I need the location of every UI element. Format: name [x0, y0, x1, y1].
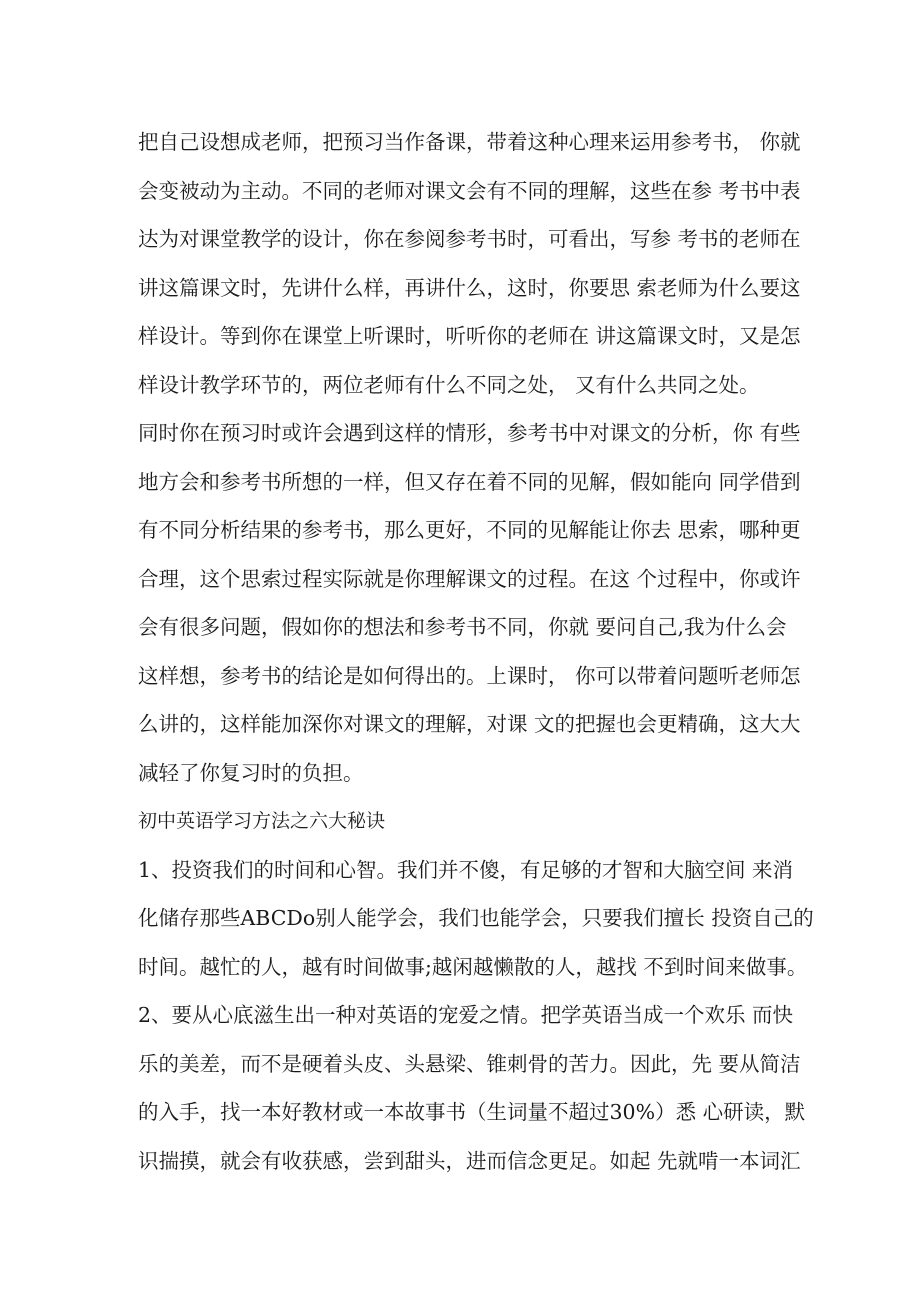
text-line: 会有很多问题，假如你的想法和参考书不同，你就 要问自己,我为什么会 [138, 615, 787, 639]
text-line: 1、投资我们的时间和心智。我们并不傻，有足够的才智和大脑空间 来消 [138, 857, 794, 882]
text-line: 时间。越忙的人，越有时间做事;越闲越懒散的人，越找 不到时间来做事。 [138, 954, 808, 979]
text-line: 化储存那些ABCDo别人能学会，我们也能学会，只要我们擅长 投资自己的 [138, 906, 814, 930]
list-item-1 [138, 846, 814, 992]
text-line: 同时你在预习时或许会遇到这样的情形，参考书中对课文的分析，你 有些 [138, 421, 801, 445]
list-item-2 [138, 991, 810, 1185]
section-title: 初中英语学习方法之六大秘诀 [138, 810, 386, 832]
text-line: 的入手，找一本好教材或一本故事书（生词量不超过30%）悉 心研读，默 [138, 1100, 806, 1124]
paragraph-2 [138, 409, 810, 797]
document-body [138, 118, 814, 1185]
text-line: 么讲的，这样能加深你对课文的理解，对课 文的把握也会更精确，这大大 [138, 712, 801, 736]
text-line: 样设计教学环节的，两位老师有什么不同之处， 又有什么共同之处。 [138, 372, 760, 397]
text-line: 减轻了你复习时的负担。 [138, 760, 364, 785]
text-line: 2、要从心底滋生出一种对英语的宠爱之情。把学英语当成一个欢乐 而快 [138, 1003, 794, 1027]
text-line: 乐的美差，而不是硬着头皮、头悬梁、锥刺骨的苦力。因此，先 要从简洁 [138, 1051, 801, 1076]
text-line: 会变被动为主动。不同的老师对课文会有不同的理解，这些在参 考书中表 [138, 178, 801, 203]
text-line: 地方会和参考书所想的一样，但又存在着不同的见解，假如能向 同学借到 [138, 469, 801, 494]
paragraph-1 [138, 118, 810, 409]
text-line: 样设计。等到你在课堂上听课时，听听你的老师在 讲这篇课文时，又是怎 [138, 324, 801, 348]
text-line: 合理，这个思索过程实际就是你理解课文的过程。在这 个过程中，你或许 [138, 566, 801, 591]
text-line: 讲这篇课文时，先讲什么样，再讲什么，这时，你要思 索老师为什么要这 [138, 275, 801, 300]
text-line: 这样想，参考书的结论是如何得出的。上课时， 你可以带着问题听老师怎 [138, 663, 801, 688]
text-line: 把自己设想成老师，把预习当作备课，带着这种心理来运用参考书， 你就 [138, 130, 801, 154]
text-line: 识揣摸，就会有收获感，尝到甜头，进而信念更足。如起 先就啃一本词汇 [138, 1148, 801, 1173]
text-line: 有不同分析结果的参考书，那么更好，不同的见解能让你去 思索，哪种更 [138, 518, 801, 542]
text-line: 达为对课堂教学的设计，你在参阅参考书时，可看出，写参 考书的老师在 [138, 227, 801, 251]
